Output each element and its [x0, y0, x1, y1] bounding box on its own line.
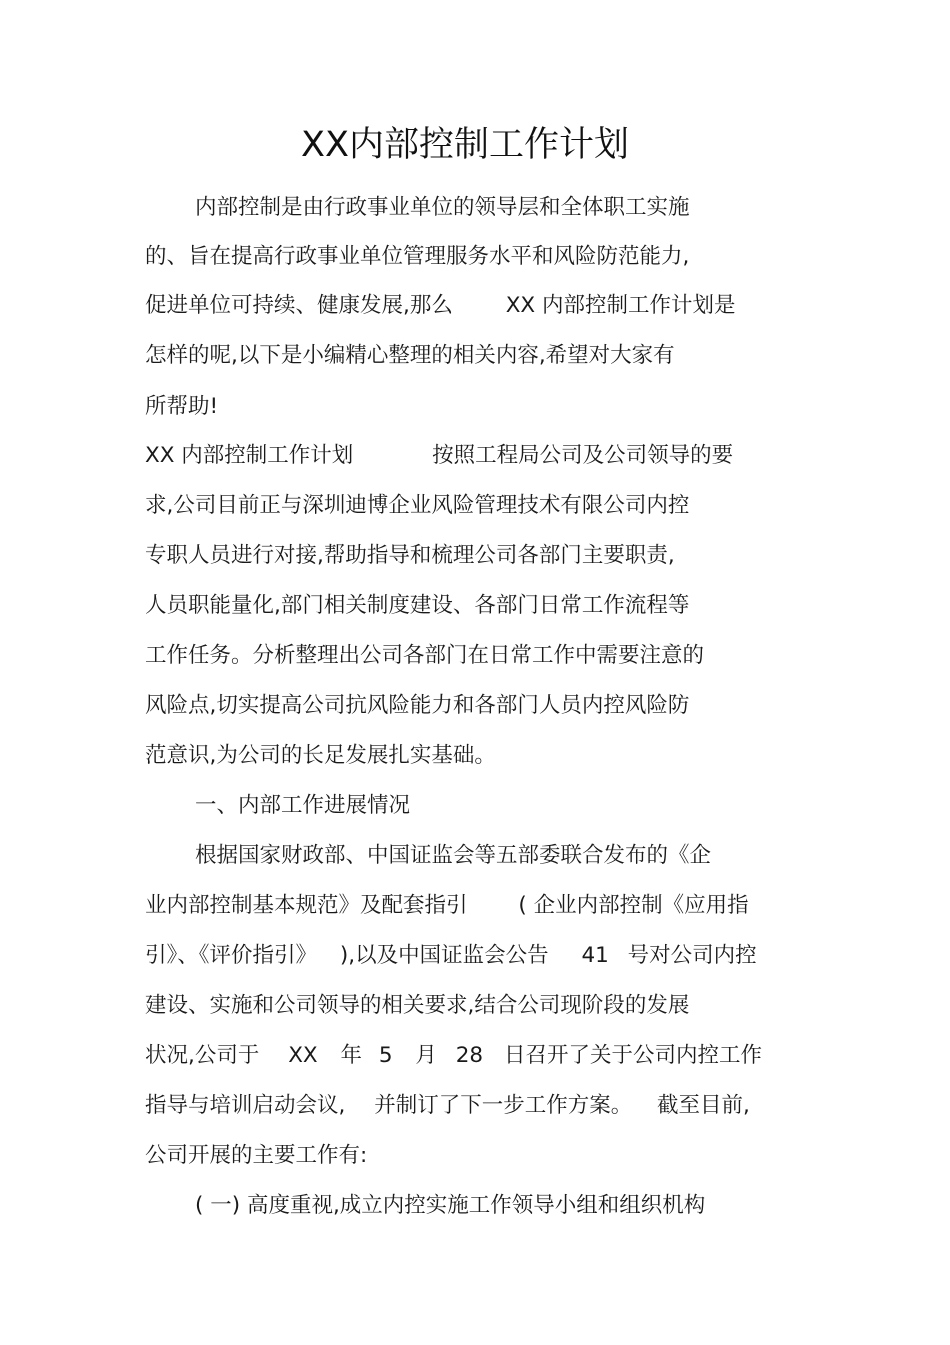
paragraph-line: [145, 591, 689, 621]
text-segment: 业内部控制基本规范》及配套指引: [145, 893, 468, 918]
paragraph-line: [145, 741, 496, 771]
text-segment: 号对公司内控: [627, 943, 757, 968]
text-segment: 所帮助!: [145, 394, 219, 419]
paragraph-line: [145, 941, 757, 971]
document-title: XX内部控制工作计划: [301, 125, 629, 165]
text-segment: 并制订了下一步工作方案。: [374, 1093, 633, 1118]
paragraph-line: [145, 291, 735, 321]
text-segment: 41: [581, 943, 609, 968]
text-segment: 风险点,切实提高公司抗风险能力和各部门人员内控风险防: [145, 693, 690, 718]
text-segment: 的、旨在提高行政事业单位管理服务水平和风险防范能力,: [145, 244, 690, 269]
text-segment: 日召开了关于公司内控工作: [503, 1043, 762, 1068]
text-segment: 28: [455, 1043, 484, 1068]
paragraph-line: [145, 341, 675, 371]
paragraph-line: [195, 841, 711, 871]
paragraph-line: [145, 1141, 367, 1171]
text-segment: 月: [415, 1043, 437, 1068]
paragraph-line: [145, 441, 733, 471]
text-segment: 公司开展的主要工作有:: [145, 1143, 368, 1168]
text-segment: 专职人员进行对接,帮助指导和梳理公司各部门主要职责,: [145, 543, 675, 568]
text-segment: 根据国家财政部、中国证监会等五部委联合发布的《企: [195, 843, 712, 868]
text-segment: ( 企业内部控制《应用指: [518, 893, 749, 918]
paragraph-line: [145, 891, 749, 921]
text-segment: 求,公司目前正与深圳迪博企业风险管理技术有限公司内控: [145, 493, 690, 518]
text-segment: 建设、实施和公司领导的相关要求,结合公司现阶段的发展: [145, 993, 690, 1018]
paragraph-line: [145, 392, 218, 422]
text-segment: ),以及中国证监会公告: [339, 943, 549, 968]
text-segment: 年: [340, 1043, 363, 1068]
text-segment: 截至目前,: [657, 1093, 750, 1118]
section-heading: [195, 791, 410, 821]
text-segment: 状况,公司于: [145, 1043, 260, 1068]
paragraph-line: [145, 1041, 762, 1071]
text-segment: 5: [378, 1043, 393, 1068]
text-segment: 内部控制是由行政事业单位的领导层和全体职工实施: [195, 195, 690, 220]
subsection-heading: [195, 1191, 705, 1221]
paragraph-line: [145, 1091, 750, 1121]
paragraph-line: [145, 641, 704, 671]
text-segment: 促进单位可持续、健康发展,那么: [145, 293, 453, 318]
text-segment: ( 一) 高度重视,成立内控实施工作领导小组和组织机构: [195, 1193, 706, 1218]
paragraph-line: [195, 193, 690, 223]
text-segment: XX: [288, 1043, 318, 1068]
text-segment: 指导与培训启动会议,: [145, 1093, 346, 1118]
text-segment: 一、内部工作进展情况: [195, 793, 411, 818]
text-segment: 工作任务。分析整理出公司各部门在日常工作中需要注意的: [145, 643, 705, 668]
text-segment: 人员职能量化,部门相关制度建设、各部门日常工作流程等: [145, 593, 690, 618]
text-segment: XX 内部控制工作计划: [145, 443, 354, 468]
text-segment: XX 内部控制工作计划是: [505, 293, 736, 318]
paragraph-line: [145, 541, 675, 571]
paragraph-line: [145, 242, 689, 272]
text-segment: 怎样的呢,以下是小编精心整理的相关内容,希望对大家有: [145, 343, 675, 368]
paragraph-line: [145, 991, 689, 1021]
paragraph-line: [145, 491, 689, 521]
text-segment: 引》、《评价指引》: [145, 943, 318, 968]
paragraph-line: [145, 691, 689, 721]
text-segment: 范意识,为公司的长足发展扎实基础。: [145, 743, 496, 768]
text-segment: 按照工程局公司及公司领导的要: [432, 443, 734, 468]
